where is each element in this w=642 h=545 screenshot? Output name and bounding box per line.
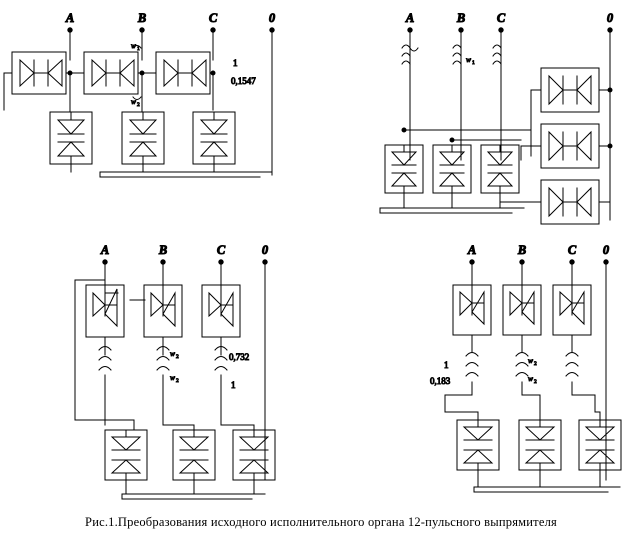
label-ratio-1: 1 — [231, 380, 236, 390]
label-w2-b-sub: 2 — [176, 378, 179, 384]
label-w2-a: w — [170, 349, 176, 358]
label-phase-a: A — [65, 11, 75, 25]
label-phase-c: C — [567, 243, 577, 257]
label-w2-a: w — [528, 356, 534, 365]
label-w1: w — [466, 55, 472, 64]
label-neutral: 0 — [268, 11, 276, 25]
label-w2-sub: 2 — [137, 102, 140, 108]
label-neutral: 0 — [602, 243, 610, 257]
label-phase-c: C — [216, 243, 226, 257]
label-w2-a-sub: 2 — [176, 354, 179, 360]
label-phase-a: A — [100, 243, 110, 257]
label-w2-b: w — [528, 374, 534, 383]
label-w2-b-sub: 2 — [534, 379, 537, 385]
label-ratio-0183: 0,183 — [430, 376, 451, 386]
label-phase-a: A — [467, 243, 477, 257]
label-phase-b: B — [456, 11, 466, 25]
panel-top-right — [380, 11, 614, 224]
label-ratio-0732: 0,732 — [229, 352, 250, 362]
figure-caption: Рис.1.Преобразования исходного исполнительного органа 12-пульсного выпрямителя — [85, 515, 557, 529]
label-phase-b: B — [137, 11, 147, 25]
label-w2: w — [131, 97, 137, 106]
panel-top-left — [4, 11, 276, 177]
label-neutral: 0 — [606, 11, 614, 25]
label-phase-c: C — [496, 11, 506, 25]
label-phase-b: B — [517, 243, 527, 257]
panel-bottom-right — [430, 243, 621, 492]
label-phase-b: B — [158, 243, 168, 257]
label-w1-sub: 1 — [137, 46, 140, 52]
label-phase-a: A — [405, 11, 415, 25]
label-ratio-1: 1 — [233, 58, 238, 68]
label-w1: w — [131, 41, 137, 50]
label-ratio-01547: 0,1547 — [231, 76, 256, 86]
label-phase-c: C — [208, 11, 218, 25]
label-w2-a-sub: 2 — [534, 361, 537, 367]
label-w2-b: w — [170, 373, 176, 382]
label-ratio-1: 1 — [444, 360, 449, 370]
panel-bottom-left — [75, 243, 275, 499]
label-neutral: 0 — [261, 243, 269, 257]
label-w1-sub: 1 — [472, 60, 475, 66]
